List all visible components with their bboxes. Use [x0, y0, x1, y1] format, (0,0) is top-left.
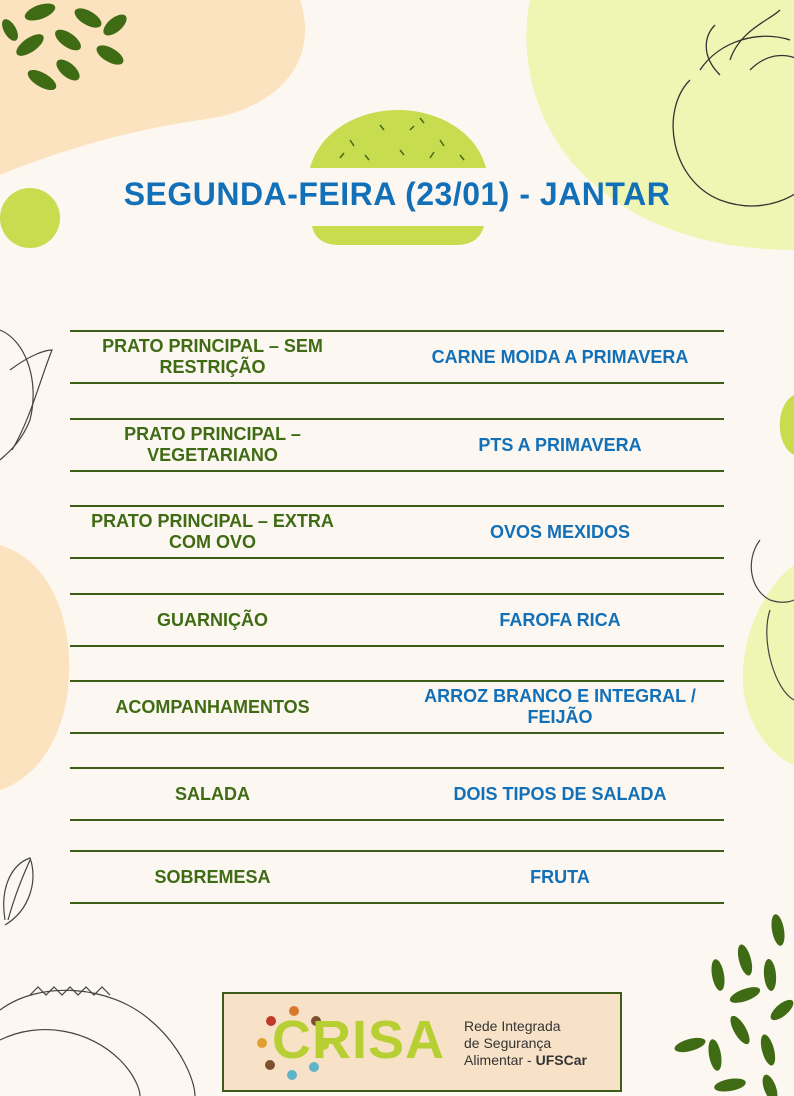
menu-row	[70, 850, 724, 904]
divider	[70, 645, 724, 647]
logo-caption-line	[464, 1052, 587, 1069]
divider	[70, 902, 724, 904]
menu-row-label: SOBREMESA	[154, 866, 271, 887]
logo-caption-line: Rede Integrada	[464, 1018, 561, 1034]
leaf-sketch-lower-left	[4, 858, 33, 925]
menu-row-label: SALADA	[175, 783, 250, 804]
bun-bottom	[312, 226, 484, 245]
peach-blob-left	[0, 545, 69, 790]
menu-row-value: DOIS TIPOS DE SALADA	[453, 783, 667, 804]
crisa-logo: CRISA	[272, 1010, 446, 1070]
menu-row-label: PRATO PRINCIPAL – VEGETARIANO	[124, 424, 301, 465]
menu-row	[70, 593, 724, 647]
taco-sketch	[0, 987, 195, 1096]
menu-row-value: CARNE MOIDA A PRIMAVERA	[431, 346, 689, 367]
menu-row	[70, 505, 724, 559]
logo-caption-prefix: Alimentar -	[464, 1052, 536, 1068]
menu-row	[70, 680, 724, 734]
logo-caption	[464, 1018, 587, 1069]
leaf-sketch-left	[0, 330, 52, 460]
menu-row-value: PTS A PRIMAVERA	[478, 434, 642, 455]
menu-row-value: FAROFA RICA	[499, 609, 621, 630]
menu-row-label: GUARNIÇÃO	[157, 609, 268, 630]
leaf-cluster-bottom-right	[673, 913, 794, 1096]
menu-row	[70, 330, 724, 384]
bun-top	[310, 110, 486, 168]
divider	[70, 732, 724, 734]
divider	[70, 470, 724, 472]
menu-row-value: FRUTA	[530, 866, 590, 887]
menu-row-label: ACOMPANHAMENTOS	[115, 696, 310, 717]
logo-caption-line: de Segurança	[464, 1035, 552, 1051]
lime-blob-right-lower	[743, 565, 794, 765]
menu-row-value: ARROZ BRANCO E INTEGRAL / FEIJÃO	[424, 686, 696, 727]
menu-row	[70, 767, 724, 821]
divider	[70, 557, 724, 559]
menu-row-label: PRATO PRINCIPAL – SEM RESTRIÇÃO	[102, 336, 323, 377]
menu-row	[70, 418, 724, 472]
logo-caption-ufscar: UFSCar	[535, 1052, 587, 1068]
menu-row-value: OVOS MEXIDOS	[489, 521, 631, 542]
divider	[70, 382, 724, 384]
divider	[70, 819, 724, 821]
lime-blob-right-mid	[780, 395, 794, 455]
menu-row-label: PRATO PRINCIPAL – EXTRA COM OVO	[91, 511, 334, 552]
page-title: SEGUNDA-FEIRA (23/01) - JANTAR	[123, 176, 671, 212]
